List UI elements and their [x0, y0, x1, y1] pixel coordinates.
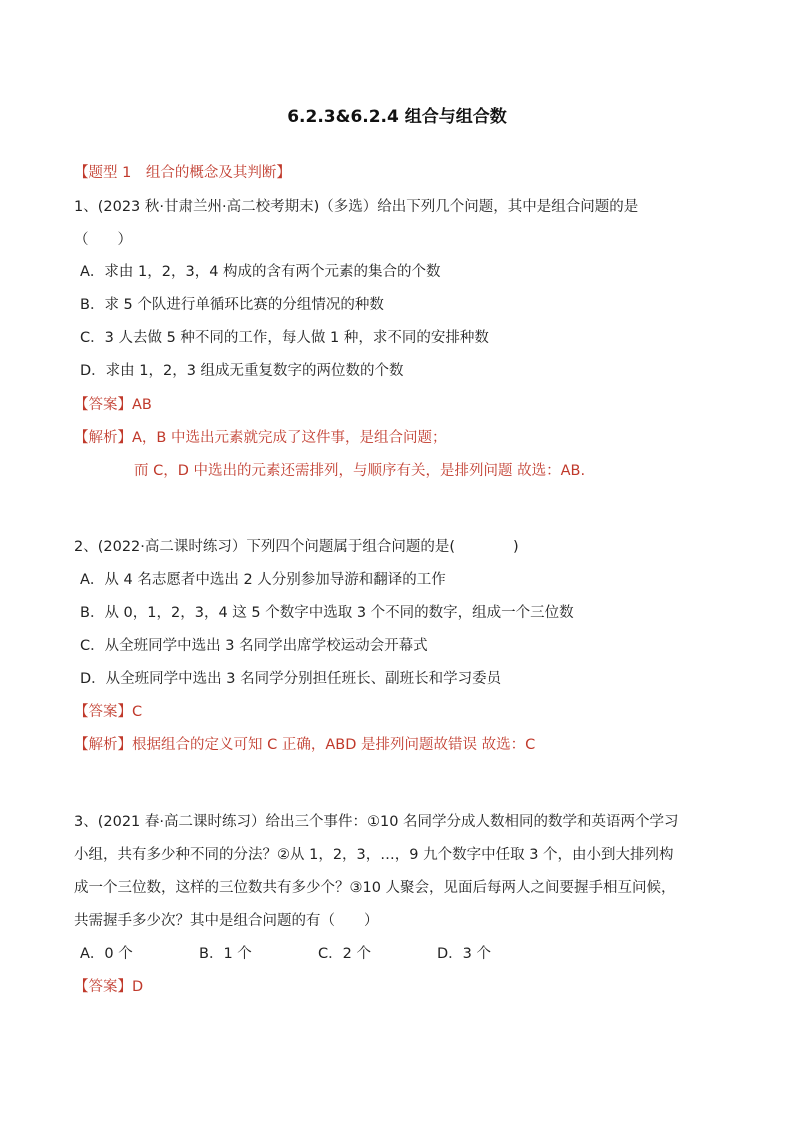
q3-answer: 【答案】D: [74, 979, 144, 995]
section-heading: 【题型 1 组合的概念及其判断】: [74, 165, 291, 181]
q1-answer: 【答案】AB: [74, 397, 152, 413]
q2-option-d: D．从全班同学中选出 3 名同学分别担任班长、副班长和学习委员: [80, 671, 502, 687]
q1-option-b: B．求 5 个队进行单循环比赛的分组情况的种数: [80, 297, 384, 313]
q3-stem-line-4: 共需握手多少次？其中是组合问题的有（ ）: [74, 913, 379, 929]
q3-stem-line-3: 成一个三位数，这样的三位数共有多少个？③10 人聚会，见面后每两人之间要握手相互问候，: [74, 880, 676, 896]
q2-option-a: A．从 4 名志愿者中选出 2 人分别参加导游和翻译的工作: [80, 572, 446, 588]
q3-option-b: B．1 个: [199, 946, 252, 962]
q3-stem-line-2: 小组，共有多少种不同的分法？②从 1，2，3，…，9 九个数字中任取 3 个，由小到大排列构: [74, 847, 674, 863]
page-title: 6.2.3&6.2.4 组合与组合数: [287, 107, 507, 127]
q2-option-b: B．从 0，1，2，3，4 这 5 个数字中选取 3 个不同的数字，组成一个三位数: [80, 605, 574, 621]
q1-stem: 1、(2023 秋·甘肃兰州·高二校考期末)（多选）给出下列几个问题，其中是组合问题的是: [74, 199, 639, 215]
q1-option-d: D．求由 1，2，3 组成无重复数字的两位数的个数: [80, 363, 404, 379]
q3-option-a: A．0 个: [80, 946, 133, 962]
q3-stem-line-1: 3、(2021 春·高二课时练习）给出三个事件：①10 名同学分成人数相同的数学和英语两个学习: [74, 814, 679, 830]
q3-options: [80, 944, 556, 964]
q1-option-a: A．求由 1，2，3，4 构成的含有两个元素的集合的个数: [80, 264, 441, 280]
q1-option-c: C．3 人去做 5 种不同的工作，每人做 1 种，求不同的安排种数: [80, 330, 489, 346]
q2-answer: 【答案】C: [74, 704, 143, 720]
q2-analysis: 【解析】根据组合的定义可知 C 正确，ABD 是排列问题故错误 故选：C: [74, 737, 536, 753]
q1-analysis-line-2: 而 C，D 中选出的元素还需排列，与顺序有关，是排列问题 故选：AB.: [134, 463, 586, 479]
q2-option-c: C．从全班同学中选出 3 名同学出席学校运动会开幕式: [80, 638, 428, 654]
q1-blank: （ ）: [74, 232, 132, 248]
q3-option-c: C．2 个: [318, 946, 371, 962]
q1-analysis-line-1: 【解析】A，B 中选出元素就完成了这件事，是组合问题；: [74, 430, 447, 446]
q2-stem: 2、(2022·高二课时练习）下列四个问题属于组合问题的是( ): [74, 539, 519, 555]
q3-option-d: D．3 个: [437, 946, 491, 962]
